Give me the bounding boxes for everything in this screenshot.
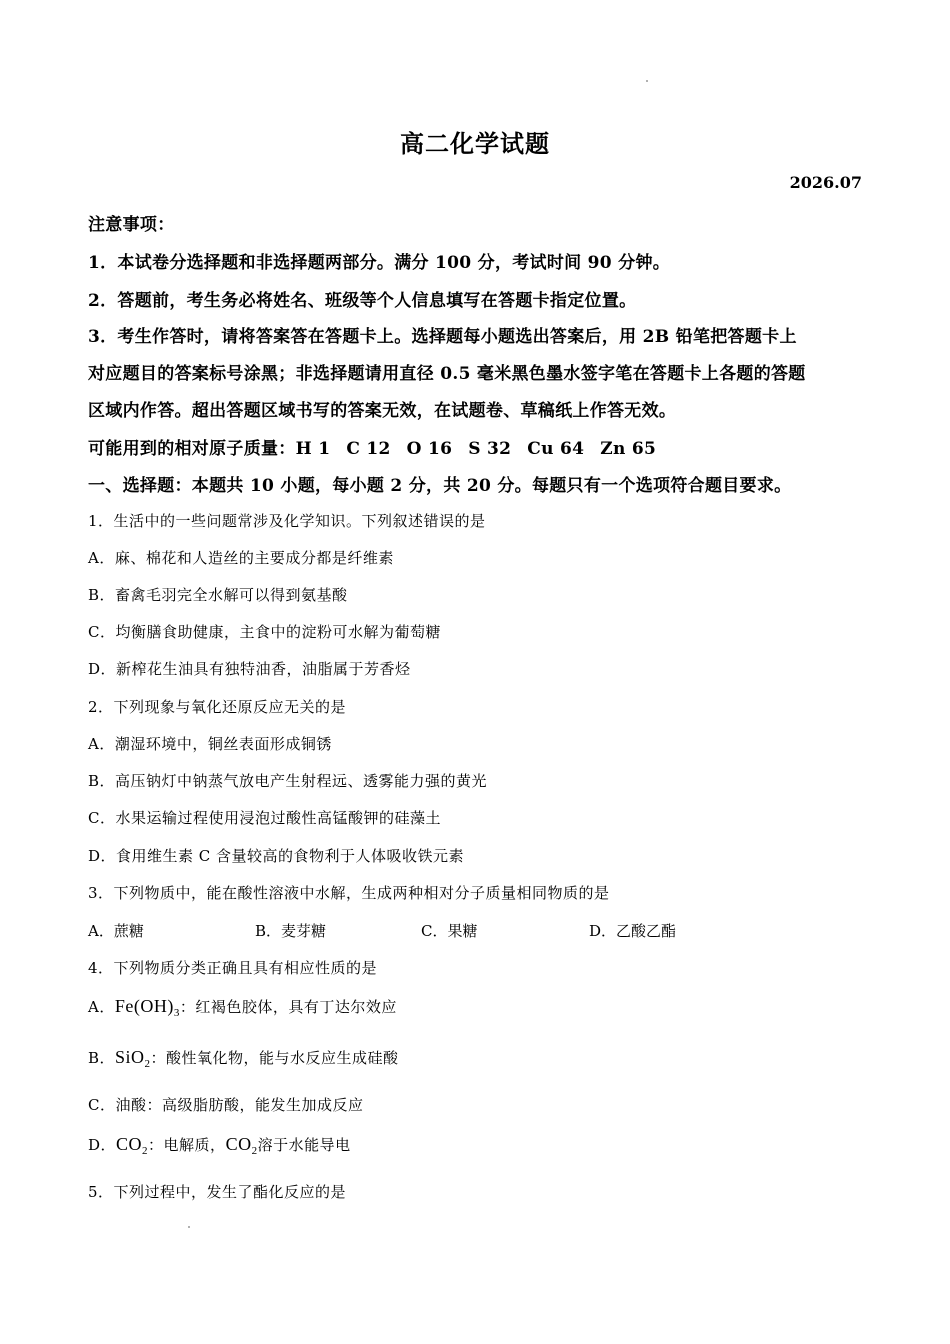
- notice-item: 2．答题前，考生务必将姓名、班级等个人信息填写在答题卡指定位置。: [88, 291, 637, 311]
- atomic-mass: C 12: [346, 439, 391, 459]
- notice-heading: 注意事项：: [88, 215, 175, 235]
- question-option: A．麻、棉花和人造丝的主要成分都是纤维素: [88, 549, 394, 567]
- notice-item: 3．考生作答时，请将答案答在答题卡上。选择题每小题选出答案后，用 2B 铅笔把答题卡上: [88, 327, 797, 347]
- scan-dot: [188, 1226, 190, 1228]
- notice-item: 1．本试卷分选择题和非选择题两部分。满分 100 分，考试时间 90 分钟。: [88, 253, 671, 273]
- atomic-mass: O 16: [406, 439, 453, 459]
- atomic-mass: S 32: [468, 439, 512, 459]
- question-option: D．食用维生素 C 含量较高的食物利于人体吸收铁元素: [88, 847, 465, 865]
- question-option: C．水果运输过程使用浸泡过酸性高锰酸钾的硅藻土: [88, 809, 441, 827]
- question-option: C．果糖: [421, 922, 478, 940]
- question-option: C．油酸：高级脂肪酸，能发生加成反应: [88, 1096, 364, 1114]
- chemical-formula: SiO$_2$: [115, 1047, 151, 1070]
- chemical-formula: $CO_2$: [116, 1134, 149, 1157]
- question-option: C．均衡膳食助健康，主食中的淀粉可水解为葡萄糖: [88, 623, 441, 641]
- question-stem: 1．生活中的一些问题常涉及化学知识。下列叙述错误的是: [88, 512, 486, 530]
- question-option: B．畜禽毛羽完全水解可以得到氨基酸: [88, 586, 348, 604]
- question-stem: 3．下列物质中，能在酸性溶液中水解，生成两种相对分子质量相同物质的是: [88, 884, 610, 902]
- atomic-masses-label: 可能用到的相对原子质量：: [88, 439, 296, 459]
- question-option: B．SiO$_2$：酸性氧化物，能与水反应生成硅酸: [88, 1047, 399, 1070]
- scan-dot: [646, 80, 648, 82]
- question-stem: 4．下列物质分类正确且具有相应性质的是: [88, 959, 378, 977]
- atomic-masses: [88, 434, 864, 459]
- atomic-mass: Zn 65: [600, 439, 657, 459]
- notice-item: 区域内作答。超出答题区域书写的答案无效，在试题卷、草稿纸上作答无效。: [88, 401, 677, 421]
- question-stem: 2．下列现象与氧化还原反应无关的是: [88, 698, 347, 716]
- chemical-formula: $Fe(OH)_3$: [114, 996, 180, 1019]
- question-option: A．潮湿环境中，铜丝表面形成铜锈: [88, 735, 332, 753]
- question-option: A．$Fe(OH)_3$：红褐色胶体，具有丁达尔效应: [88, 996, 397, 1019]
- page-title: 高二化学试题: [400, 129, 550, 158]
- question-stem: 5．下列过程中，发生了酯化反应的是: [88, 1183, 347, 1201]
- chemical-formula: $CO_2$: [225, 1134, 258, 1157]
- question-option: D．乙酸乙酯: [589, 922, 677, 940]
- atomic-mass: Cu 64: [527, 439, 585, 459]
- question-option: D．新榨花生油具有独特油香，油脂属于芳香烃: [88, 660, 411, 678]
- question-option: B．高压钠灯中钠蒸气放电产生射程远、透雾能力强的黄光: [88, 772, 488, 790]
- section-heading: 一、选择题：本题共 10 小题，每小题 2 分，共 20 分。每题只有一个选项符合题目要求。: [88, 476, 792, 496]
- question-option: D．$CO_2$：电解质，$CO_2$溶于水能导电: [88, 1134, 351, 1157]
- exam-date: 2026.07: [789, 173, 862, 192]
- question-option: A．蔗糖: [88, 922, 144, 940]
- notice-item: 对应题目的答案标号涂黑；非选择题请用直径 0.5 毫米黑色墨水签字笔在答题卡上各题的答题: [88, 364, 806, 384]
- question-option: B．麦芽糖: [255, 922, 327, 940]
- atomic-mass: H 1: [295, 439, 331, 459]
